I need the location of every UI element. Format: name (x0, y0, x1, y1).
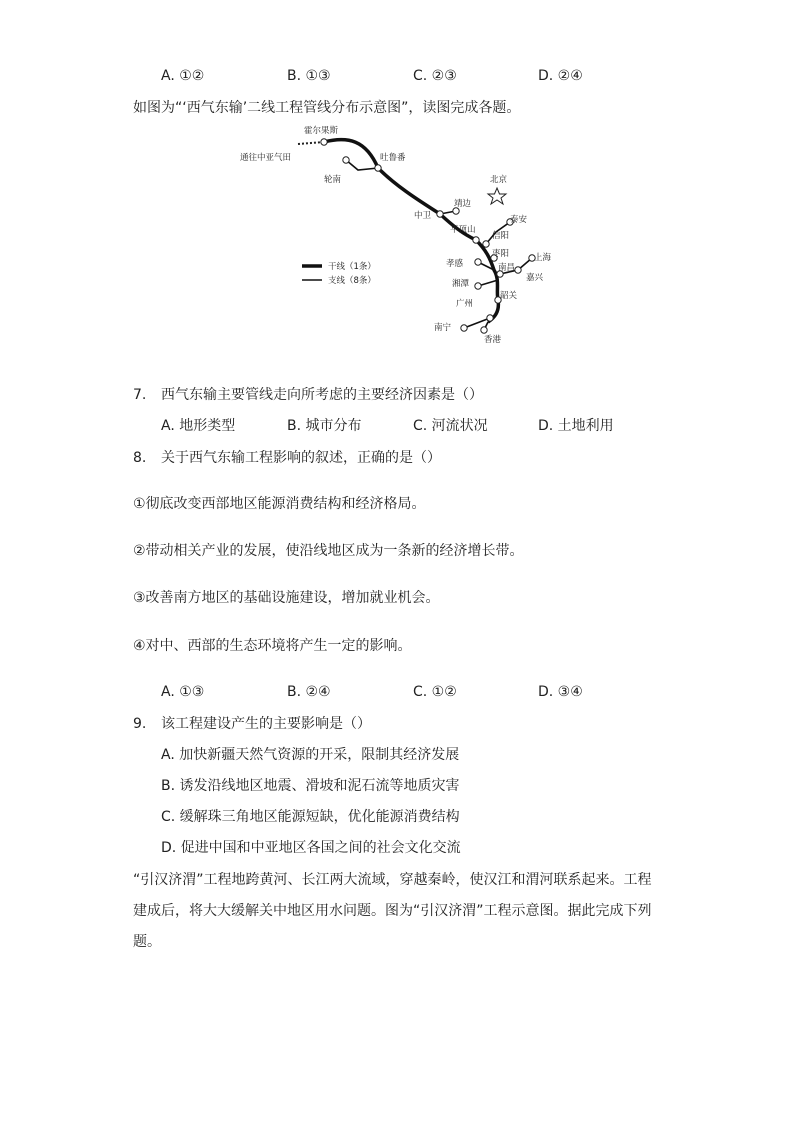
node-pingdingshan (473, 237, 479, 243)
q7-text: 西气东输主要管线走向所考虑的主要经济因素是（） (161, 387, 483, 403)
option-b[interactable]: B. ①③ (287, 68, 331, 84)
pipeline-map (238, 118, 568, 350)
label-zhongya: 通往中亚气田 (240, 153, 292, 163)
star-icon (488, 188, 506, 204)
node-guangzhou (487, 315, 493, 321)
label-nanchang: 南昌 (498, 263, 516, 273)
label-xianggang: 香港 (484, 335, 502, 345)
q8-option-a[interactable]: A. ①③ (161, 684, 205, 700)
label-guangzhou: 广州 (456, 299, 474, 309)
node-jiaxing (515, 267, 521, 273)
q9-number: 9. (133, 716, 147, 732)
node-xiangtan (475, 283, 481, 289)
legend-trunk: 干线（1条） (328, 262, 376, 272)
label-lunnan: 轮南 (324, 175, 342, 185)
q9-option-a[interactable]: A. 加快新疆天然气资源的开采，限制其经济发展 (161, 747, 460, 763)
q7-option-d[interactable]: D. 土地利用 (538, 418, 614, 434)
label-nanning: 南宁 (434, 323, 452, 333)
q7-option-a[interactable]: A. 地形类型 (161, 418, 236, 434)
q9-text: 该工程建设产生的主要影响是（） (161, 716, 371, 732)
label-shaoguan: 韶关 (500, 291, 518, 301)
q8-item: ①彻底改变西部地区能源消费结构和经济格局。 (133, 496, 426, 512)
node-hongkong (481, 327, 487, 333)
label-beijing: 北京 (490, 175, 508, 185)
label-zhongwei: 中卫 (414, 211, 432, 221)
label-huoerguosi: 霍尔果斯 (304, 126, 339, 136)
q8-text: 关于西气东输工程影响的叙述，正确的是（） (161, 450, 441, 466)
node-lunnan (343, 157, 349, 163)
dotted-route (298, 142, 324, 144)
label-shanghai: 上海 (534, 253, 552, 263)
legend-branch: 支线（8条） (328, 276, 376, 286)
label-pingdingshan: 平顶山 (450, 225, 476, 235)
node-huoerguosi (321, 139, 327, 145)
node-nanning (461, 325, 467, 331)
q8-item: ②带动相关产业的发展，使沿线地区成为一条新的经济增长带。 (133, 543, 524, 559)
intro2-line1: “引汉济渭”工程地跨黄河、长江两大流域，穿越秦岭，使汉江和渭河联系起来。工程 (133, 872, 652, 888)
q8-option-d[interactable]: D. ③④ (538, 684, 583, 700)
q7-option-c[interactable]: C. 河流状况 (413, 418, 488, 434)
label-zaoyang: 枣阳 (492, 249, 510, 259)
intro2-line3: 题。 (133, 934, 161, 950)
node-xiaogan (475, 259, 481, 265)
q8-option-b[interactable]: B. ②④ (287, 684, 331, 700)
q9-option-b[interactable]: B. 诱发沿线地区地震、滑坡和泥石流等地质灾害 (161, 778, 460, 794)
intro2-line2: 建成后，将大大缓解关中地区用水问题。图为“引汉济渭”工程示意图。据此完成下列 (133, 903, 652, 919)
label-xinyang: 信阳 (492, 231, 510, 241)
q8-item: ③改善南方地区的基础设施建设，增加就业机会。 (133, 590, 440, 606)
label-taian: 泰安 (510, 215, 528, 225)
option-d[interactable]: D. ②④ (538, 68, 583, 84)
intro-text: 如图为“‘西气东输’二线工程管线分布示意图”，读图完成各题。 (133, 100, 521, 116)
label-xiangtan: 湘潭 (452, 279, 470, 289)
label-jiaxing: 嘉兴 (526, 273, 544, 283)
q9-option-d[interactable]: D. 促进中国和中亚地区各国之间的社会文化交流 (161, 840, 461, 856)
node-tulufan (375, 165, 381, 171)
q8-number: 8. (133, 450, 147, 466)
q7-option-b[interactable]: B. 城市分布 (287, 418, 362, 434)
label-xiaogan: 孝感 (446, 259, 464, 269)
label-jingbian: 靖边 (454, 199, 472, 209)
option-c[interactable]: C. ②③ (413, 68, 457, 84)
q8-item: ④对中、西部的生态环境将产生一定的影响。 (133, 638, 412, 654)
label-tulufan: 吐鲁番 (380, 153, 406, 163)
q7-number: 7. (133, 387, 147, 403)
option-a[interactable]: A. ①② (161, 68, 205, 84)
q8-option-c[interactable]: C. ①② (413, 684, 457, 700)
node-zhongwei (437, 211, 443, 217)
q9-option-c[interactable]: C. 缓解珠三角地区能源短缺，优化能源消费结构 (161, 809, 460, 825)
node-xinyang (483, 241, 489, 247)
